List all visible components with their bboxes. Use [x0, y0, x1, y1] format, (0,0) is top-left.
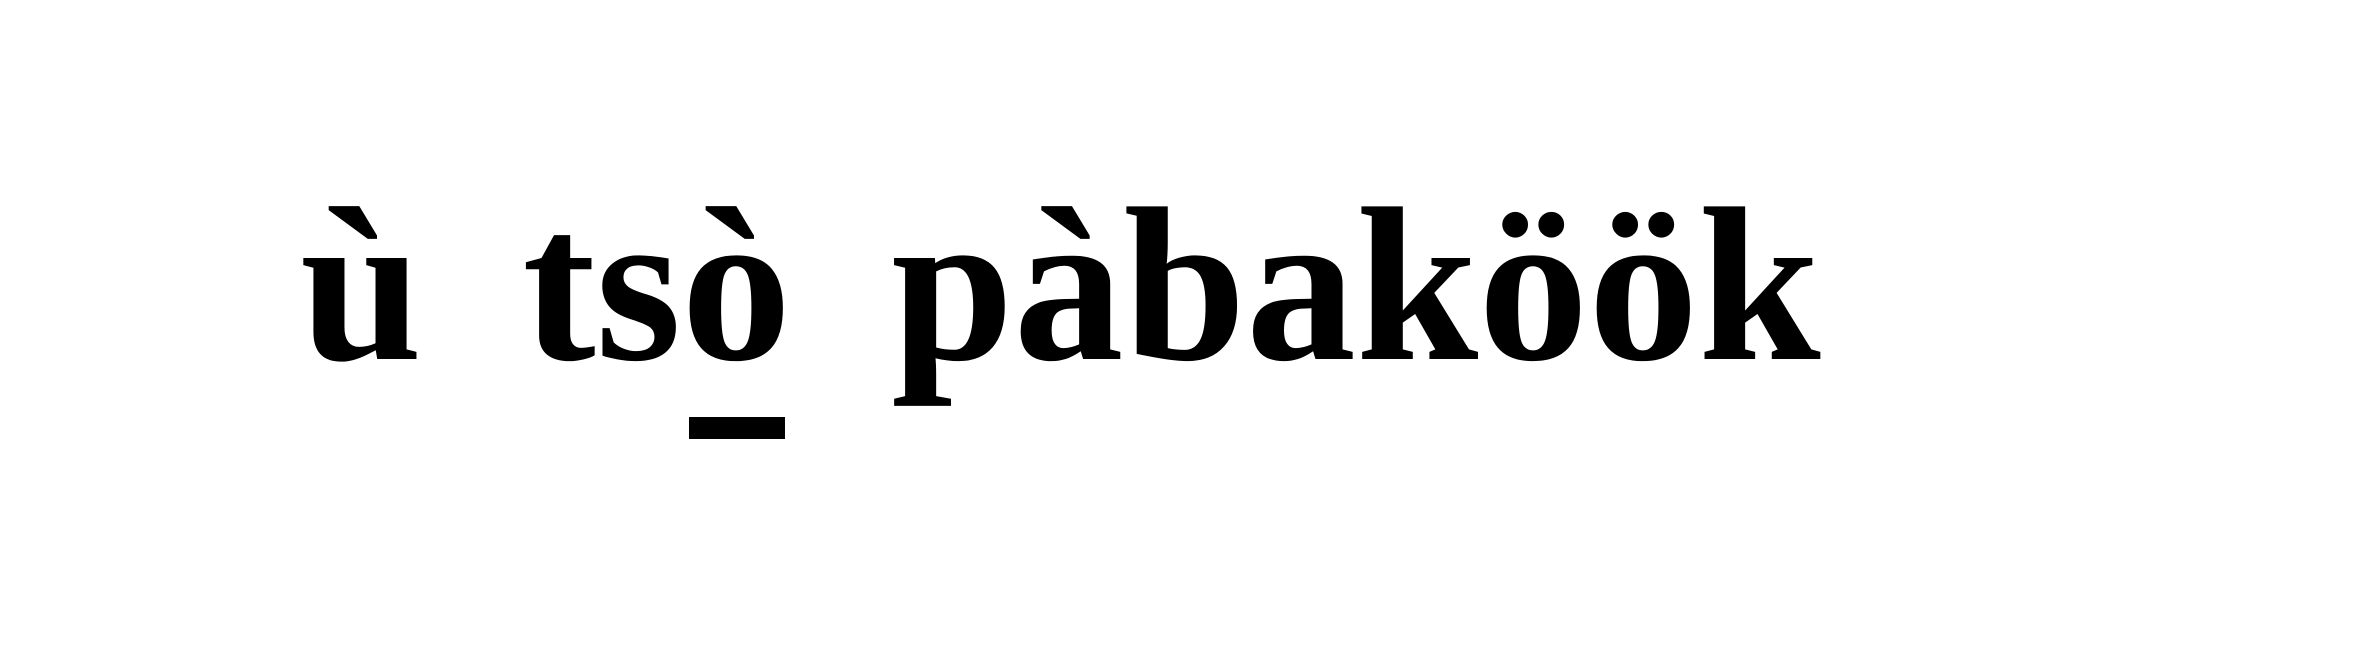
phrase — [300, 163, 1821, 515]
word-tso-prefix: ts — [522, 163, 682, 407]
word-pabakook — [891, 163, 1821, 407]
word-pabakook-text: pàbaköök — [891, 163, 1821, 407]
word-u — [300, 163, 423, 407]
word-tso-underlined-vowel: ò — [681, 163, 792, 407]
word-tso — [522, 163, 792, 407]
word-u-text: ù — [300, 163, 423, 407]
